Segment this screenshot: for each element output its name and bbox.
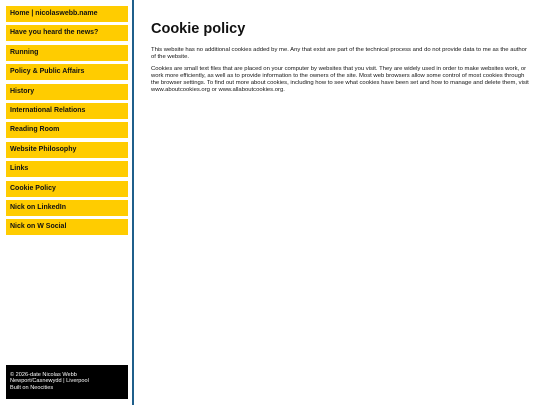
- sidebar-item-international-relations[interactable]: International Relations: [6, 103, 128, 119]
- main-content: [151, 20, 529, 99]
- footer-copyright: © 2026-date Nicolas Webb: [10, 372, 77, 378]
- sidebar-item-home[interactable]: Home | nicolaswebb.name: [6, 6, 128, 22]
- sidebar-item-linkedin[interactable]: Nick on LinkedIn: [6, 200, 128, 216]
- footer-built-on: Built on Neocities: [10, 384, 54, 391]
- sidebar-item-policy[interactable]: Policy & Public Affairs: [6, 64, 128, 80]
- sidebar-item-news[interactable]: Have you heard the news?: [6, 25, 128, 41]
- sidebar-item-w-social[interactable]: Nick on W Social: [6, 219, 128, 235]
- cookie-paragraph-details: Cookies are small text files that are placed on your computer by websites that you visit. They are widely used in order to make websites work, or work more efficiently, as well as to provide information to the owners of the site. Most web browsers allow some control of most cookies through the browser settings. To find out more about cookies, including how to see what cookies have been set and how to manage and delete them, visit www.aboutcookies.org or www.allaboutcookies.org.: [151, 66, 529, 93]
- sidebar-item-running[interactable]: Running: [6, 45, 128, 61]
- footer-location: Newport/Casnewydd | Liverpool: [10, 378, 89, 385]
- cookie-paragraph-intro: This website has no additional cookies added by me. Any that exist are part of the technical process and do not provide data to me as the author of the website.: [151, 47, 527, 60]
- sidebar-footer: [6, 365, 128, 399]
- sidebar-item-reading-room[interactable]: Reading Room: [6, 122, 128, 138]
- sidebar-item-history[interactable]: History: [6, 84, 128, 100]
- sidebar-item-cookie-policy[interactable]: Cookie Policy: [6, 181, 128, 197]
- sidebar-item-links[interactable]: Links: [6, 161, 128, 177]
- page-title: Cookie policy: [151, 21, 246, 37]
- sidebar-nav: [6, 6, 128, 239]
- sidebar-item-website-philosophy[interactable]: Website Philosophy: [6, 142, 128, 158]
- sidebar: [0, 0, 134, 405]
